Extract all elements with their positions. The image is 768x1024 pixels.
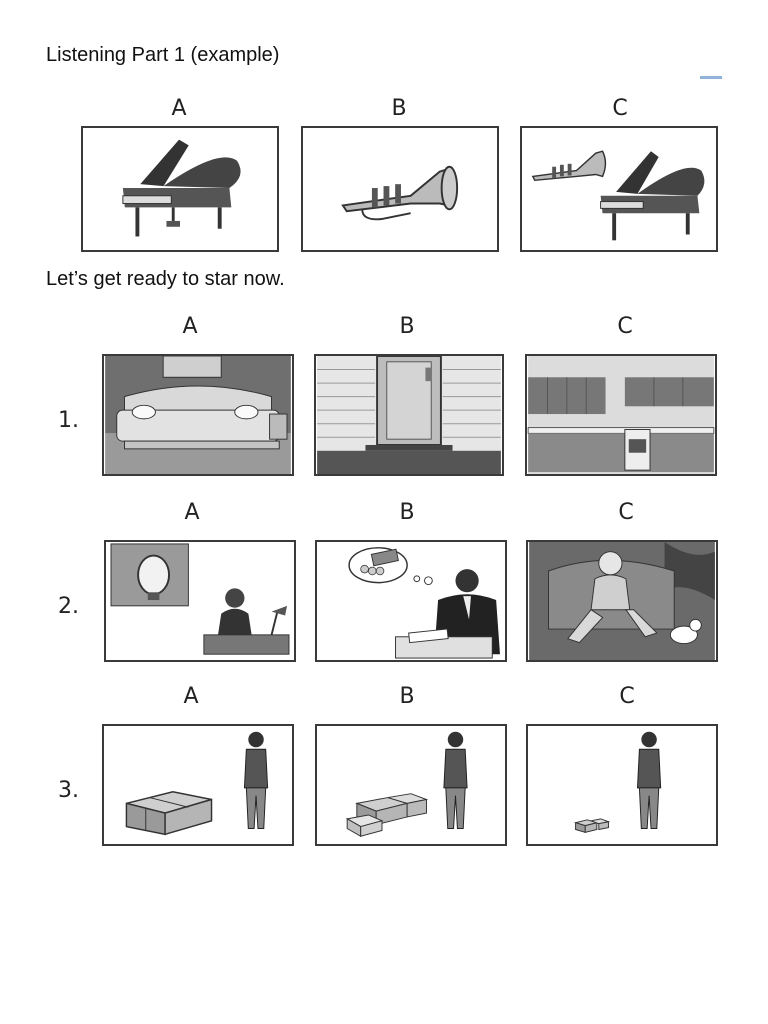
q1-option-b-letter: B xyxy=(399,314,415,339)
grand-piano-icon xyxy=(83,128,277,250)
trumpet-and-piano-icon xyxy=(522,128,716,250)
q1-option-c[interactable] xyxy=(525,354,717,476)
q3-option-c[interactable] xyxy=(526,724,718,846)
man-phone-money-icon xyxy=(317,542,505,660)
example-option-c[interactable] xyxy=(520,126,718,252)
q3-option-a-letter: A xyxy=(183,684,199,709)
q3-option-b-letter: B xyxy=(399,684,415,709)
page-title: Listening Part 1 (example) xyxy=(46,44,280,66)
q3-number: 3. xyxy=(58,778,79,803)
q3-option-a[interactable] xyxy=(102,724,294,846)
q1-option-a[interactable] xyxy=(102,354,294,476)
q3-option-b[interactable] xyxy=(315,724,507,846)
q2-option-a-letter: A xyxy=(184,500,200,525)
example-option-a[interactable] xyxy=(81,126,279,252)
trumpet-icon xyxy=(303,128,497,250)
man-medium-boxes-icon xyxy=(317,726,505,844)
man-small-box-icon xyxy=(528,726,716,844)
q2-option-c-letter: C xyxy=(618,500,634,525)
q2-option-b-letter: B xyxy=(399,500,415,525)
man-large-boxes-icon xyxy=(104,726,292,844)
example-option-b[interactable] xyxy=(301,126,499,252)
kitchen-icon xyxy=(527,356,715,474)
q2-option-c[interactable] xyxy=(526,540,718,662)
example-option-b-letter: B xyxy=(391,96,407,121)
logo-mark xyxy=(700,76,722,79)
woman-armchair-cat-icon xyxy=(528,542,716,660)
living-room-sofa-icon xyxy=(104,356,292,474)
example-option-a-letter: A xyxy=(171,96,187,121)
q1-option-a-letter: A xyxy=(182,314,198,339)
front-door-icon xyxy=(316,356,502,474)
instruction-text: Let’s get ready to star now. xyxy=(46,268,285,290)
q1-option-c-letter: C xyxy=(617,314,633,339)
q3-option-c-letter: C xyxy=(619,684,635,709)
q2-option-b[interactable] xyxy=(315,540,507,662)
q2-number: 2. xyxy=(58,594,79,619)
woman-phone-lightbulb-icon xyxy=(106,542,294,660)
example-option-c-letter: C xyxy=(612,96,628,121)
q1-number: 1. xyxy=(58,408,79,433)
q1-option-b[interactable] xyxy=(314,354,504,476)
q2-option-a[interactable] xyxy=(104,540,296,662)
